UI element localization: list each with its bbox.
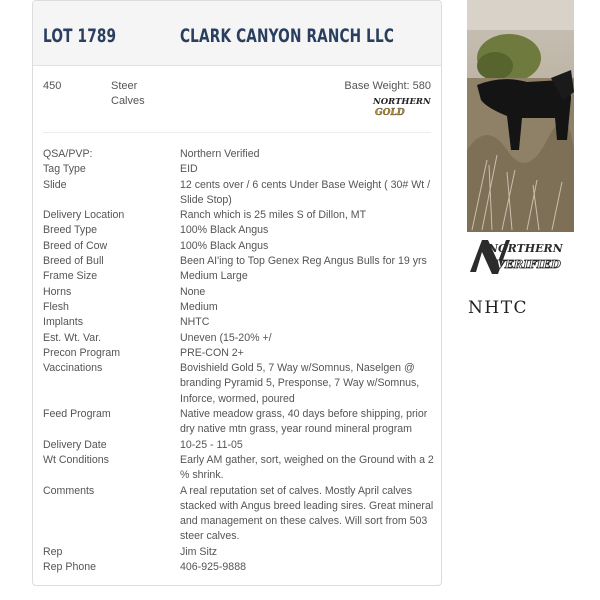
- description-line-2: Calves: [111, 95, 145, 107]
- detail-label: Implants: [43, 316, 84, 329]
- detail-row: [43, 315, 438, 330]
- northern-gold-logo: [369, 94, 431, 118]
- detail-value: EID: [180, 163, 198, 176]
- detail-label: Precon Program: [43, 346, 121, 359]
- description-line-1: Steer: [111, 80, 138, 92]
- detail-row: [43, 484, 438, 545]
- detail-label: Slide: [43, 178, 67, 191]
- detail-label: Horns: [43, 285, 72, 298]
- detail-value: Been AI'ing to Top Genex Reg Angus Bulls for 19 yrs: [180, 255, 427, 268]
- detail-row: [43, 162, 438, 177]
- detail-row: [43, 254, 438, 269]
- detail-row: [43, 331, 438, 346]
- detail-row: [43, 407, 438, 438]
- lot-summary: [43, 66, 431, 133]
- detail-label: QSA/PVP:: [43, 148, 93, 160]
- detail-row: [43, 269, 438, 284]
- base-weight: Base Weight: 580: [344, 80, 431, 92]
- lot-header: [33, 1, 441, 66]
- nhtc-logo-text: NHTC: [468, 298, 529, 318]
- detail-label: Flesh: [43, 300, 69, 313]
- detail-value: 100% Black Angus: [180, 224, 269, 237]
- detail-label: Breed of Cow: [43, 239, 108, 252]
- northern-verified-logo: [468, 236, 564, 276]
- detail-value: 100% Black Angus: [180, 239, 269, 252]
- detail-label: Wt Conditions: [43, 453, 109, 466]
- detail-label: Comments: [43, 484, 95, 497]
- detail-label: Vaccinations: [43, 362, 103, 375]
- detail-label: Rep Phone: [43, 561, 97, 574]
- details-list: [43, 147, 438, 575]
- ranch-name: CLARK CANYON RANCH LLC: [180, 25, 395, 47]
- nv-logo-text-2: VERIFIED: [496, 257, 561, 271]
- detail-value: Early AM gather, sort, weighed on the Ground with a 2 % shrink.: [180, 453, 434, 482]
- lot-card: [32, 0, 442, 586]
- detail-value: Medium: [180, 300, 218, 313]
- detail-label: Est. Wt. Var.: [43, 331, 102, 344]
- detail-row: [43, 239, 438, 254]
- logo-text-1: NORTHERN: [373, 97, 431, 107]
- detail-row: [43, 545, 438, 560]
- detail-row: [43, 147, 438, 162]
- detail-row: [43, 223, 438, 238]
- detail-value: Ranch which is 25 miles S of Dillon, MT: [180, 209, 367, 222]
- detail-label: Feed Program: [43, 408, 111, 421]
- detail-row: [43, 453, 438, 484]
- lot-number: LOT 1789: [43, 25, 117, 47]
- detail-row: [43, 208, 438, 223]
- detail-value: Uneven (15-20% +/: [180, 331, 272, 344]
- detail-value: 10-25 - 11-05: [180, 438, 243, 451]
- detail-value: Native meadow grass, 40 days before shipping, prior dry native mtn grass, year round mineral program: [180, 408, 428, 436]
- detail-value: NHTC: [180, 316, 210, 329]
- detail-label: Rep: [43, 545, 63, 558]
- detail-value: Medium Large: [180, 270, 248, 283]
- detail-value: 12 cents over / 6 cents Under Base Weight ( 30# Wt / Slide Stop): [180, 178, 431, 206]
- nv-logo-text-1: NORTHERN: [488, 242, 563, 255]
- logo-text-2: GOLD: [375, 108, 405, 118]
- detail-value: None: [180, 285, 206, 298]
- detail-value: Jim Sitz: [180, 545, 218, 558]
- detail-label: Delivery Date: [43, 438, 107, 451]
- detail-label: Tag Type: [43, 163, 86, 176]
- detail-label: Delivery Location: [43, 209, 125, 222]
- detail-label: Breed of Bull: [43, 255, 104, 268]
- detail-row: [43, 285, 438, 300]
- detail-value: 406-925-9888: [180, 561, 246, 574]
- detail-value: Northern Verified: [180, 148, 260, 160]
- detail-label: Frame Size: [43, 270, 98, 283]
- cattle-photo: [467, 0, 574, 232]
- detail-row: [43, 438, 438, 453]
- detail-row: [43, 300, 438, 315]
- cattle-description: [111, 79, 171, 109]
- detail-row: [43, 178, 438, 209]
- detail-value: PRE-CON 2+: [180, 346, 244, 359]
- detail-row: [43, 560, 438, 575]
- head-count: 450: [43, 80, 62, 92]
- detail-row: [43, 361, 438, 407]
- detail-value: A real reputation set of calves. Mostly April calves stacked with Angus breed leading sires. Great mineral and management on these calves. Will sort from 503 steer calves.: [180, 484, 434, 543]
- detail-row: [43, 346, 438, 361]
- detail-value: Bovishield Gold 5, 7 Way w/Somnus, Naselgen @ branding Pyramid 5, Presponse, 7 Way w/Somnus, Inforce, wormed, poured: [180, 362, 420, 405]
- detail-label: Breed Type: [43, 224, 97, 237]
